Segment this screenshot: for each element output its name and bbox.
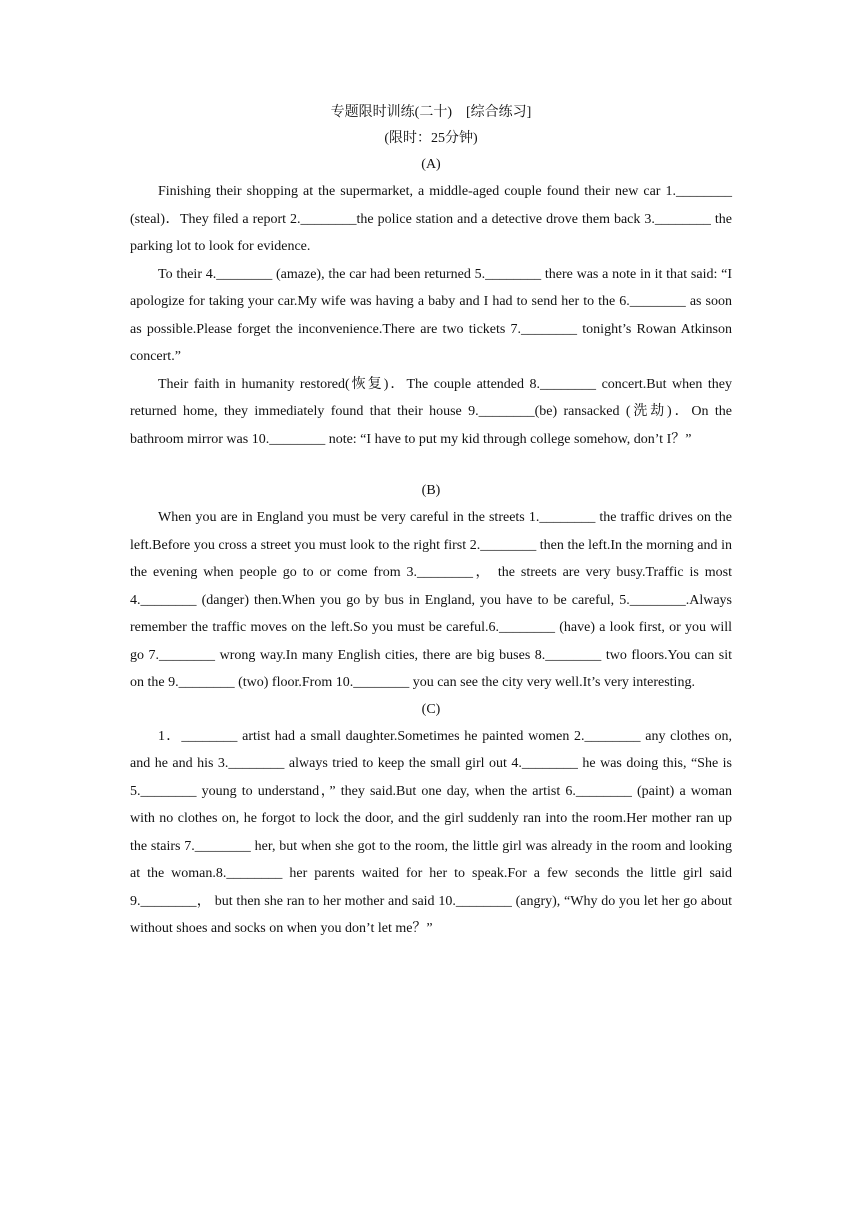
section-b xyxy=(130,478,732,697)
section-spacer xyxy=(130,453,732,478)
passage-paragraph: Their faith in humanity restored(恢复)．The couple attended 8.________ concert.But when they returned home, they immediately found that their house 9.________(be) ransacked (洗劫)．On the bathroom mirror was 10.________ note: “I have to put my kid through college somehow, don’t I？” xyxy=(130,376,732,447)
passage-paragraph: When you are in England you must be very careful in the streets 1.________ the traffic drives on the left.Before you cross a street you must look to the right first 2.________ then the left.In the morning and in the evening when people go to or come from 3.________， the streets are very busy.Traffic is most 4.________ (danger) then.When you go by bus in England, you have to be careful, 5.________.Always remember the traffic moves on the left.So you must be careful.6.________ (have) a look first, or you will go 7.________ wrong way.In many English cities, there are big buses 8.________ two floors.You can sit on the 9.________ (two) floor.From 10.________ you can see the city very well.It’s very interesting. xyxy=(130,510,732,690)
section-a xyxy=(130,152,732,453)
worksheet-page xyxy=(130,100,732,943)
title-text: 专题限时训练(二十) xyxy=(330,105,452,120)
passage-paragraph: 1．________ artist had a small daughter.Sometimes he painted women 2.________ any clothes on, and he and his 3.________ always tried to keep the small girl out 4.________ he was doing this, “She is 5.________ young to understand，” they said.But one day, when the artist 6.________ (paint) a woman with no clothes on, he forgot to lock the door, and the girl suddenly ran into the room.Her mother ran up the stairs 7.________ her, but when she got to the room, the little girl was already in the room and looking at the woman.8.________ her parents waited for her to speak.For a few seconds the little girl said 9.________， but then she ran to her mother and said 10.________ (angry), “Why do you let her go about without shoes and socks on when you don’t let me？” xyxy=(130,728,732,936)
passage-paragraph: Finishing their shopping at the supermarket, a middle-aged couple found their new car 1.________ (steal)．They filed a report 2.________the police station and a detective drove them back 3.________ the parking lot to look for evidence. xyxy=(130,184,732,254)
page-title xyxy=(130,100,732,126)
section-label-a: (A) xyxy=(421,157,441,172)
time-limit: (限时：25分钟) xyxy=(384,131,478,146)
section-label-c: (C) xyxy=(421,701,441,717)
section-label-b: (B) xyxy=(421,483,441,498)
title-tag: [综合练习] xyxy=(466,105,532,120)
section-c xyxy=(130,697,732,943)
passage-paragraph: To their 4.________ (amaze), the car had been returned 5.________ there was a note in it that said: “I apologize for taking your car.My wife was having a baby and I had to send her to the 6.________ as soon as possible.Please forget the inconvenience.There are two tickets 7.________ tonight’s Rowan Atkinson concert.” xyxy=(130,266,732,364)
